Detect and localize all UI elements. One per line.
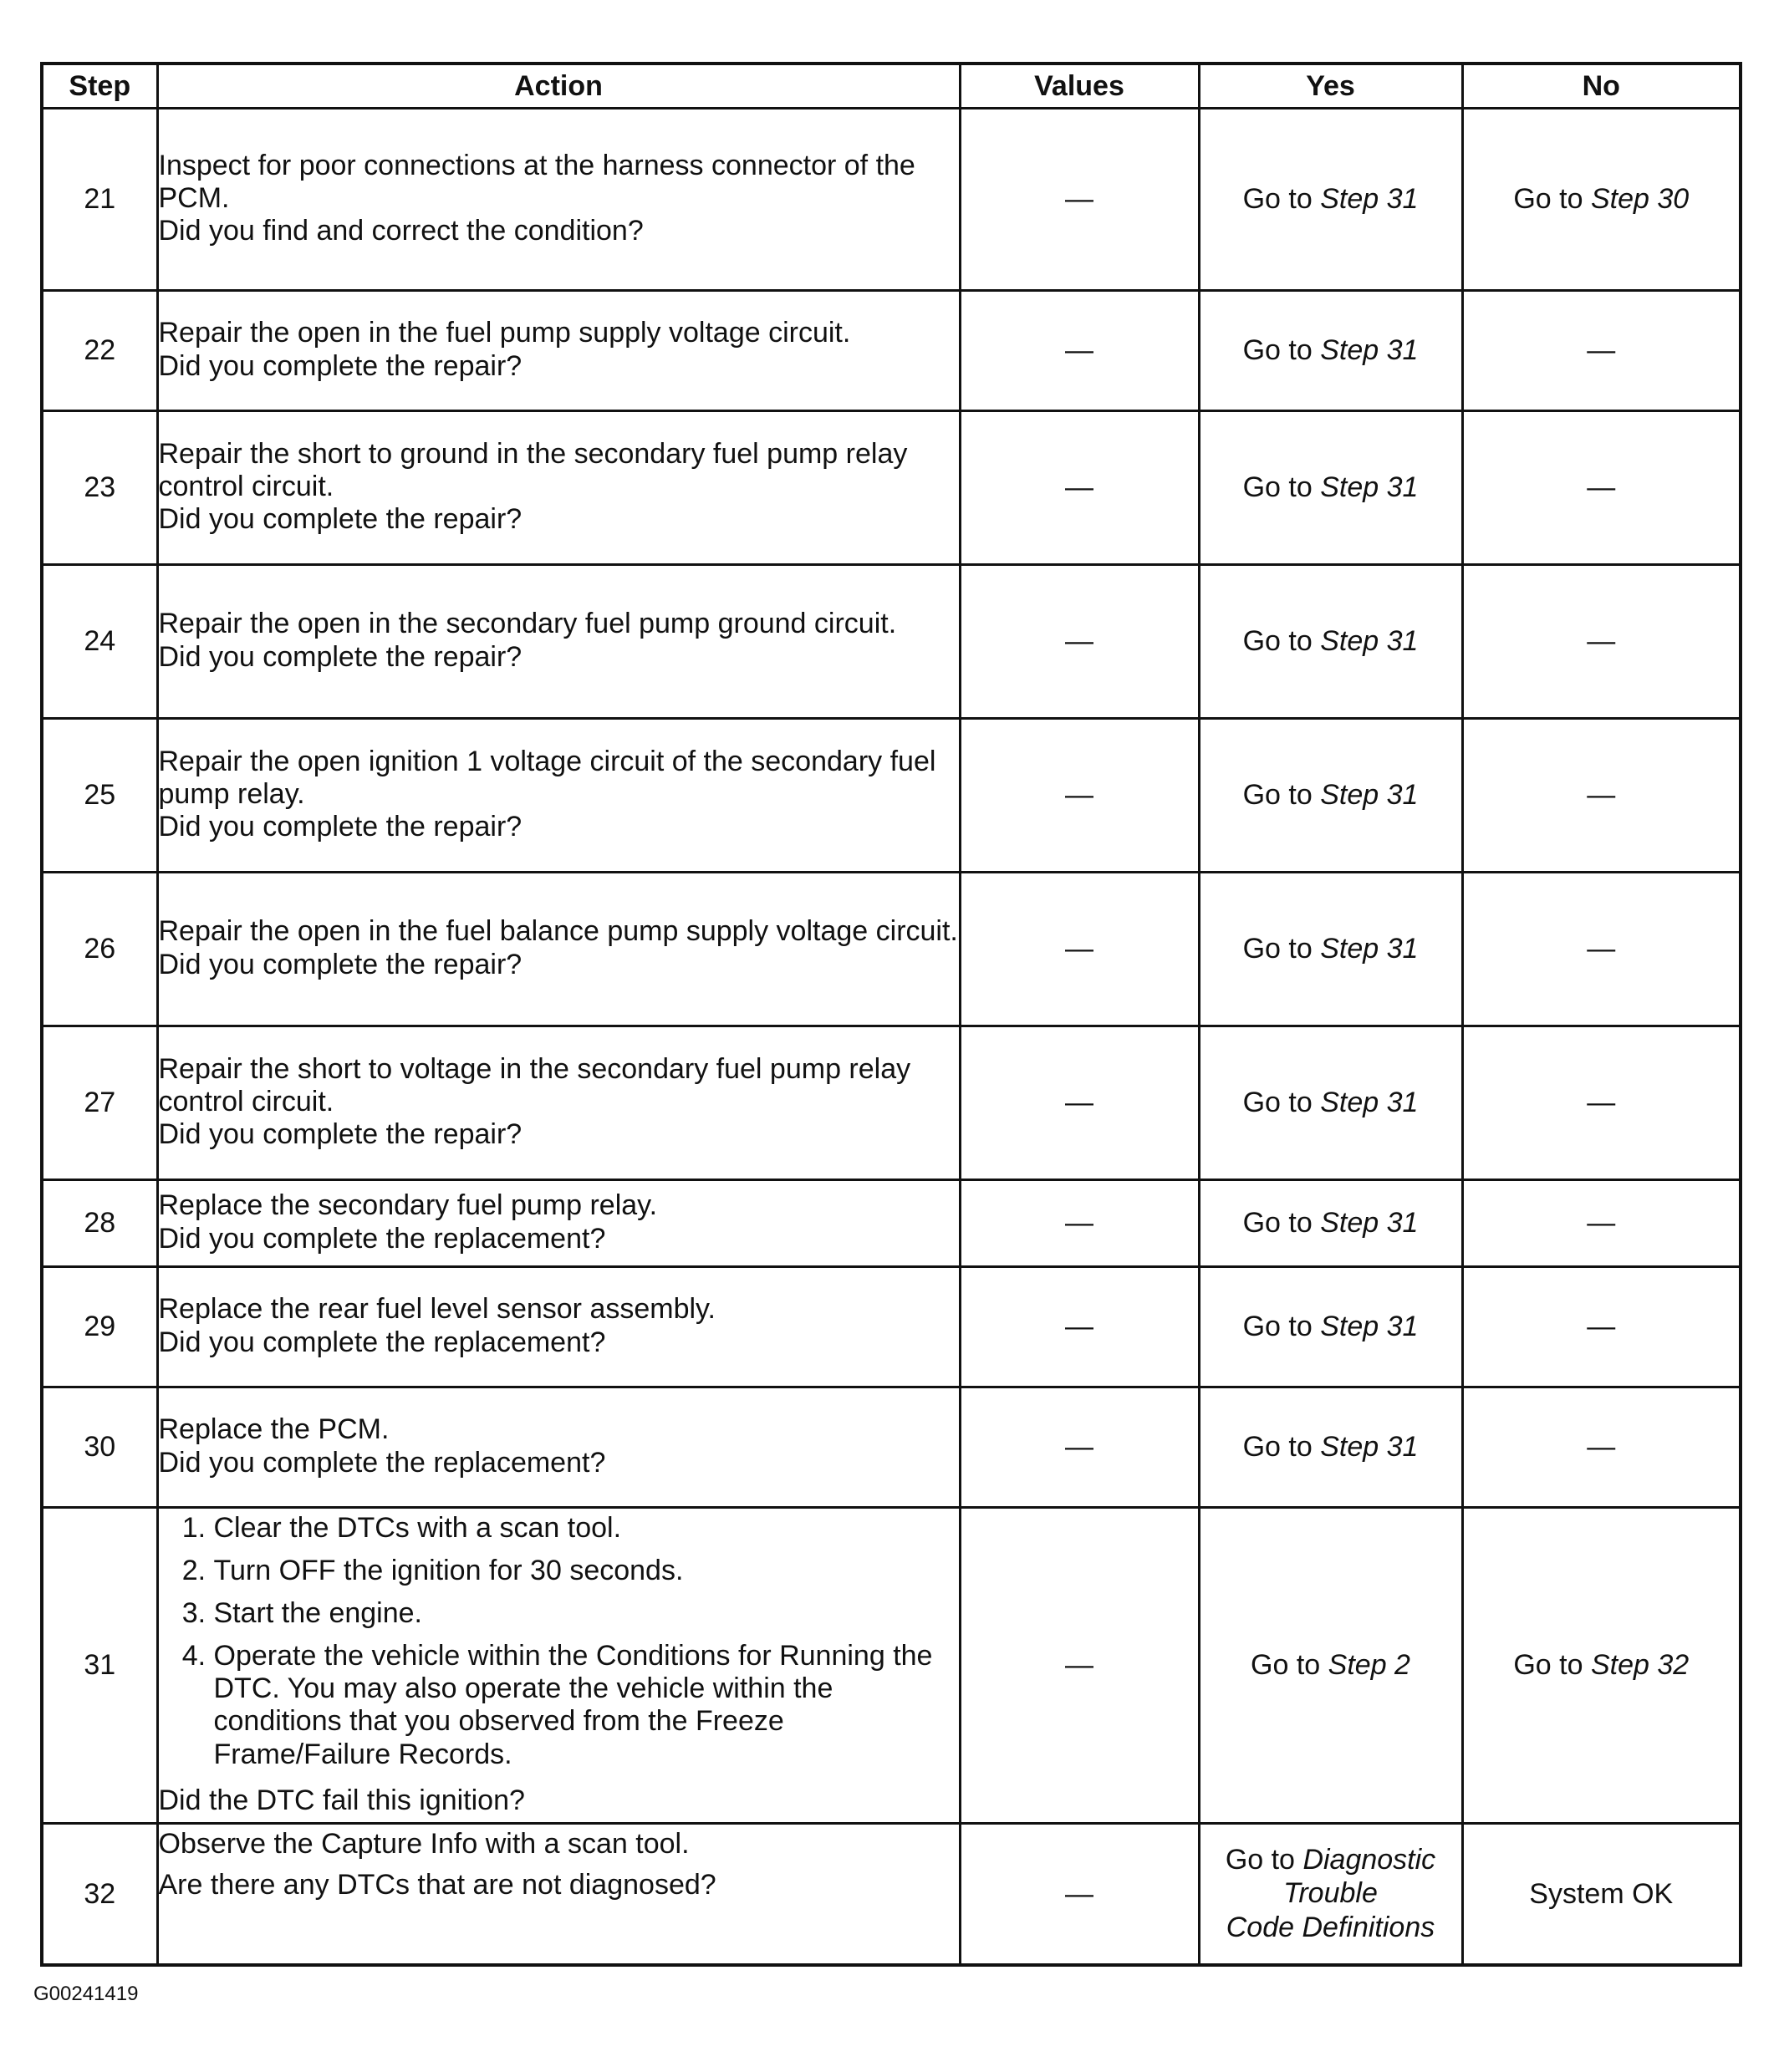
- yes-cell: Go to Step 31: [1199, 109, 1462, 291]
- no-step-ref: Step 30: [1590, 183, 1690, 215]
- action-text: Replace the secondary fuel pump relay.: [158, 1189, 658, 1222]
- no-step-ref: Step 32: [1590, 1648, 1690, 1681]
- action-question: Did you complete the repair?: [158, 503, 522, 536]
- action-text: Inspect for poor connections at the harness connector of the PCM.: [158, 149, 915, 214]
- action-question: Did you complete the repair?: [158, 349, 522, 382]
- action-cell: [157, 1387, 960, 1508]
- header-yes: Yes: [1199, 64, 1462, 109]
- diagnostic-table: [40, 62, 1742, 1967]
- action-cell: [157, 1180, 960, 1267]
- no-cell: Go to Step 30: [1462, 109, 1741, 291]
- list-item: 3. Start the engine.: [214, 1597, 959, 1630]
- action-list: [159, 1512, 959, 1781]
- table-row: [42, 1387, 1741, 1508]
- action-question: Did you complete the repair?: [158, 811, 522, 843]
- action-question: Did you complete the replacement?: [158, 1326, 606, 1358]
- step-number: 29: [42, 1267, 157, 1387]
- yes-step-ref: Step 31: [1320, 1207, 1419, 1239]
- values-cell: —: [960, 1180, 1199, 1267]
- action-cell: [157, 873, 960, 1026]
- yes-step-ref: Step 31: [1320, 1087, 1419, 1118]
- yes-cell: Go to Step 31: [1199, 565, 1462, 719]
- step-number: 24: [42, 565, 157, 719]
- step-number: 23: [42, 411, 157, 565]
- action-question: Did you complete the repair?: [158, 1118, 522, 1151]
- no-cell: —: [1462, 1267, 1741, 1387]
- yes-cell: Go to Step 31: [1199, 719, 1462, 873]
- yes-step-ref: Step 31: [1320, 334, 1419, 366]
- table-row: [42, 1267, 1741, 1387]
- values-cell: —: [960, 291, 1199, 411]
- table-row: [42, 719, 1741, 873]
- action-text: Repair the short to ground in the secondary fuel pump relay control circuit.: [158, 437, 908, 502]
- values-cell: —: [960, 1026, 1199, 1180]
- yes-step-ref: Step 31: [1320, 779, 1419, 811]
- table-row: [42, 109, 1741, 291]
- yes-step-ref: Step 31: [1320, 1431, 1419, 1463]
- step-number: 25: [42, 719, 157, 873]
- yes-cell: Go to Step 31: [1199, 1180, 1462, 1267]
- action-question: Did you complete the replacement?: [158, 1222, 606, 1255]
- header-row: [42, 64, 1741, 109]
- figure-id: G00241419: [33, 1983, 139, 2005]
- yes-step-ref: Step 31: [1320, 1311, 1419, 1342]
- step-number: 21: [42, 109, 157, 291]
- no-cell: System OK: [1462, 1823, 1741, 1965]
- list-item: 1. Clear the DTCs with a scan tool.: [214, 1512, 959, 1545]
- list-item: 2. Turn OFF the ignition for 30 seconds.: [214, 1555, 959, 1587]
- yes-cell: Go to Step 31: [1199, 1387, 1462, 1508]
- yes-cell: Go to Step 2: [1199, 1508, 1462, 1824]
- step-number: 28: [42, 1180, 157, 1267]
- action-question: Did you complete the repair?: [158, 948, 522, 980]
- step-number: 32: [42, 1823, 157, 1965]
- header-action: Action: [157, 64, 960, 109]
- yes-cell: Go to Step 31: [1199, 291, 1462, 411]
- list-item: 4. Operate the vehicle within the Conditions for Running the DTC. You may also operate the vehicle within the conditions that you observed from the Freeze Frame/Failure Records.: [214, 1640, 959, 1770]
- action-text: Repair the open in the fuel pump supply voltage circuit.: [158, 317, 851, 349]
- action-question: Did you complete the repair?: [158, 640, 522, 673]
- no-cell: —: [1462, 873, 1741, 1026]
- action-question: Did you complete the replacement?: [158, 1446, 606, 1479]
- no-cell: —: [1462, 291, 1741, 411]
- yes-step-ref: Step 2: [1328, 1648, 1410, 1681]
- action-cell: [157, 291, 960, 411]
- yes-step-ref: Step 31: [1320, 471, 1419, 503]
- table-row: [42, 411, 1741, 565]
- action-text: Repair the open in the fuel balance pump supply voltage circuit.: [158, 915, 958, 948]
- action-text: Replace the rear fuel level sensor assembly.: [158, 1293, 716, 1326]
- yes-ref-line-2: Trouble: [1283, 1877, 1378, 1910]
- values-cell: —: [960, 565, 1199, 719]
- no-cell: —: [1462, 1387, 1741, 1508]
- values-cell: —: [960, 873, 1199, 1026]
- action-cell: [157, 109, 960, 291]
- action-cell: [157, 1823, 960, 1965]
- values-cell: —: [960, 109, 1199, 291]
- action-text: Repair the short to voltage in the secondary fuel pump relay control circuit.: [158, 1052, 911, 1117]
- yes-step-ref: Step 31: [1320, 183, 1419, 215]
- table-row: [42, 1823, 1741, 1965]
- values-cell: —: [960, 1508, 1199, 1824]
- table-row: [42, 291, 1741, 411]
- no-cell: —: [1462, 1026, 1741, 1180]
- yes-cell: Go to Step 31: [1199, 411, 1462, 565]
- yes-step-ref: Step 31: [1320, 933, 1419, 965]
- header-no: No: [1462, 64, 1741, 109]
- yes-ref-line-3: Code Definitions: [1226, 1911, 1435, 1943]
- action-text: Replace the PCM.: [158, 1413, 390, 1446]
- table-row: [42, 1026, 1741, 1180]
- action-cell: [157, 1026, 960, 1180]
- action-cell: [157, 1508, 960, 1824]
- values-cell: —: [960, 411, 1199, 565]
- table-row: [42, 565, 1741, 719]
- table-row: [42, 1508, 1741, 1824]
- no-cell: —: [1462, 565, 1741, 719]
- action-cell: [157, 565, 960, 719]
- yes-cell: Go to Step 31: [1199, 873, 1462, 1026]
- action-text: Repair the open ignition 1 voltage circuit of the secondary fuel pump relay.: [158, 745, 936, 810]
- header-step: Step: [42, 64, 157, 109]
- step-number: 26: [42, 873, 157, 1026]
- step-number: 31: [42, 1508, 157, 1824]
- values-cell: —: [960, 719, 1199, 873]
- yes-cell: Go to Diagnostic Trouble Code Definitions: [1199, 1823, 1462, 1965]
- table-row: [42, 873, 1741, 1026]
- action-cell: [157, 411, 960, 565]
- step-number: 27: [42, 1026, 157, 1180]
- no-cell: —: [1462, 719, 1741, 873]
- yes-cell: Go to Step 31: [1199, 1267, 1462, 1387]
- header-values: Values: [960, 64, 1199, 109]
- action-text: Repair the open in the secondary fuel pump ground circuit.: [158, 608, 897, 640]
- action-cell: [157, 719, 960, 873]
- step-number: 30: [42, 1387, 157, 1508]
- table-row: [42, 1180, 1741, 1267]
- values-cell: —: [960, 1387, 1199, 1508]
- yes-cell: Go to Step 31: [1199, 1026, 1462, 1180]
- yes-step-ref: Step 31: [1320, 625, 1419, 657]
- action-question: Are there any DTCs that are not diagnosed?: [158, 1868, 716, 1901]
- action-question: Did the DTC fail this ignition?: [158, 1784, 525, 1816]
- no-cell: Go to Step 32: [1462, 1508, 1741, 1824]
- no-cell: —: [1462, 1180, 1741, 1267]
- yes-ref-line-1: Diagnostic: [1302, 1844, 1436, 1876]
- values-cell: —: [960, 1267, 1199, 1387]
- action-question: Did you find and correct the condition?: [158, 215, 644, 247]
- action-cell: [157, 1267, 960, 1387]
- action-text: Observe the Capture Info with a scan tool.: [158, 1827, 690, 1860]
- step-number: 22: [42, 291, 157, 411]
- values-cell: —: [960, 1823, 1199, 1965]
- no-cell: —: [1462, 411, 1741, 565]
